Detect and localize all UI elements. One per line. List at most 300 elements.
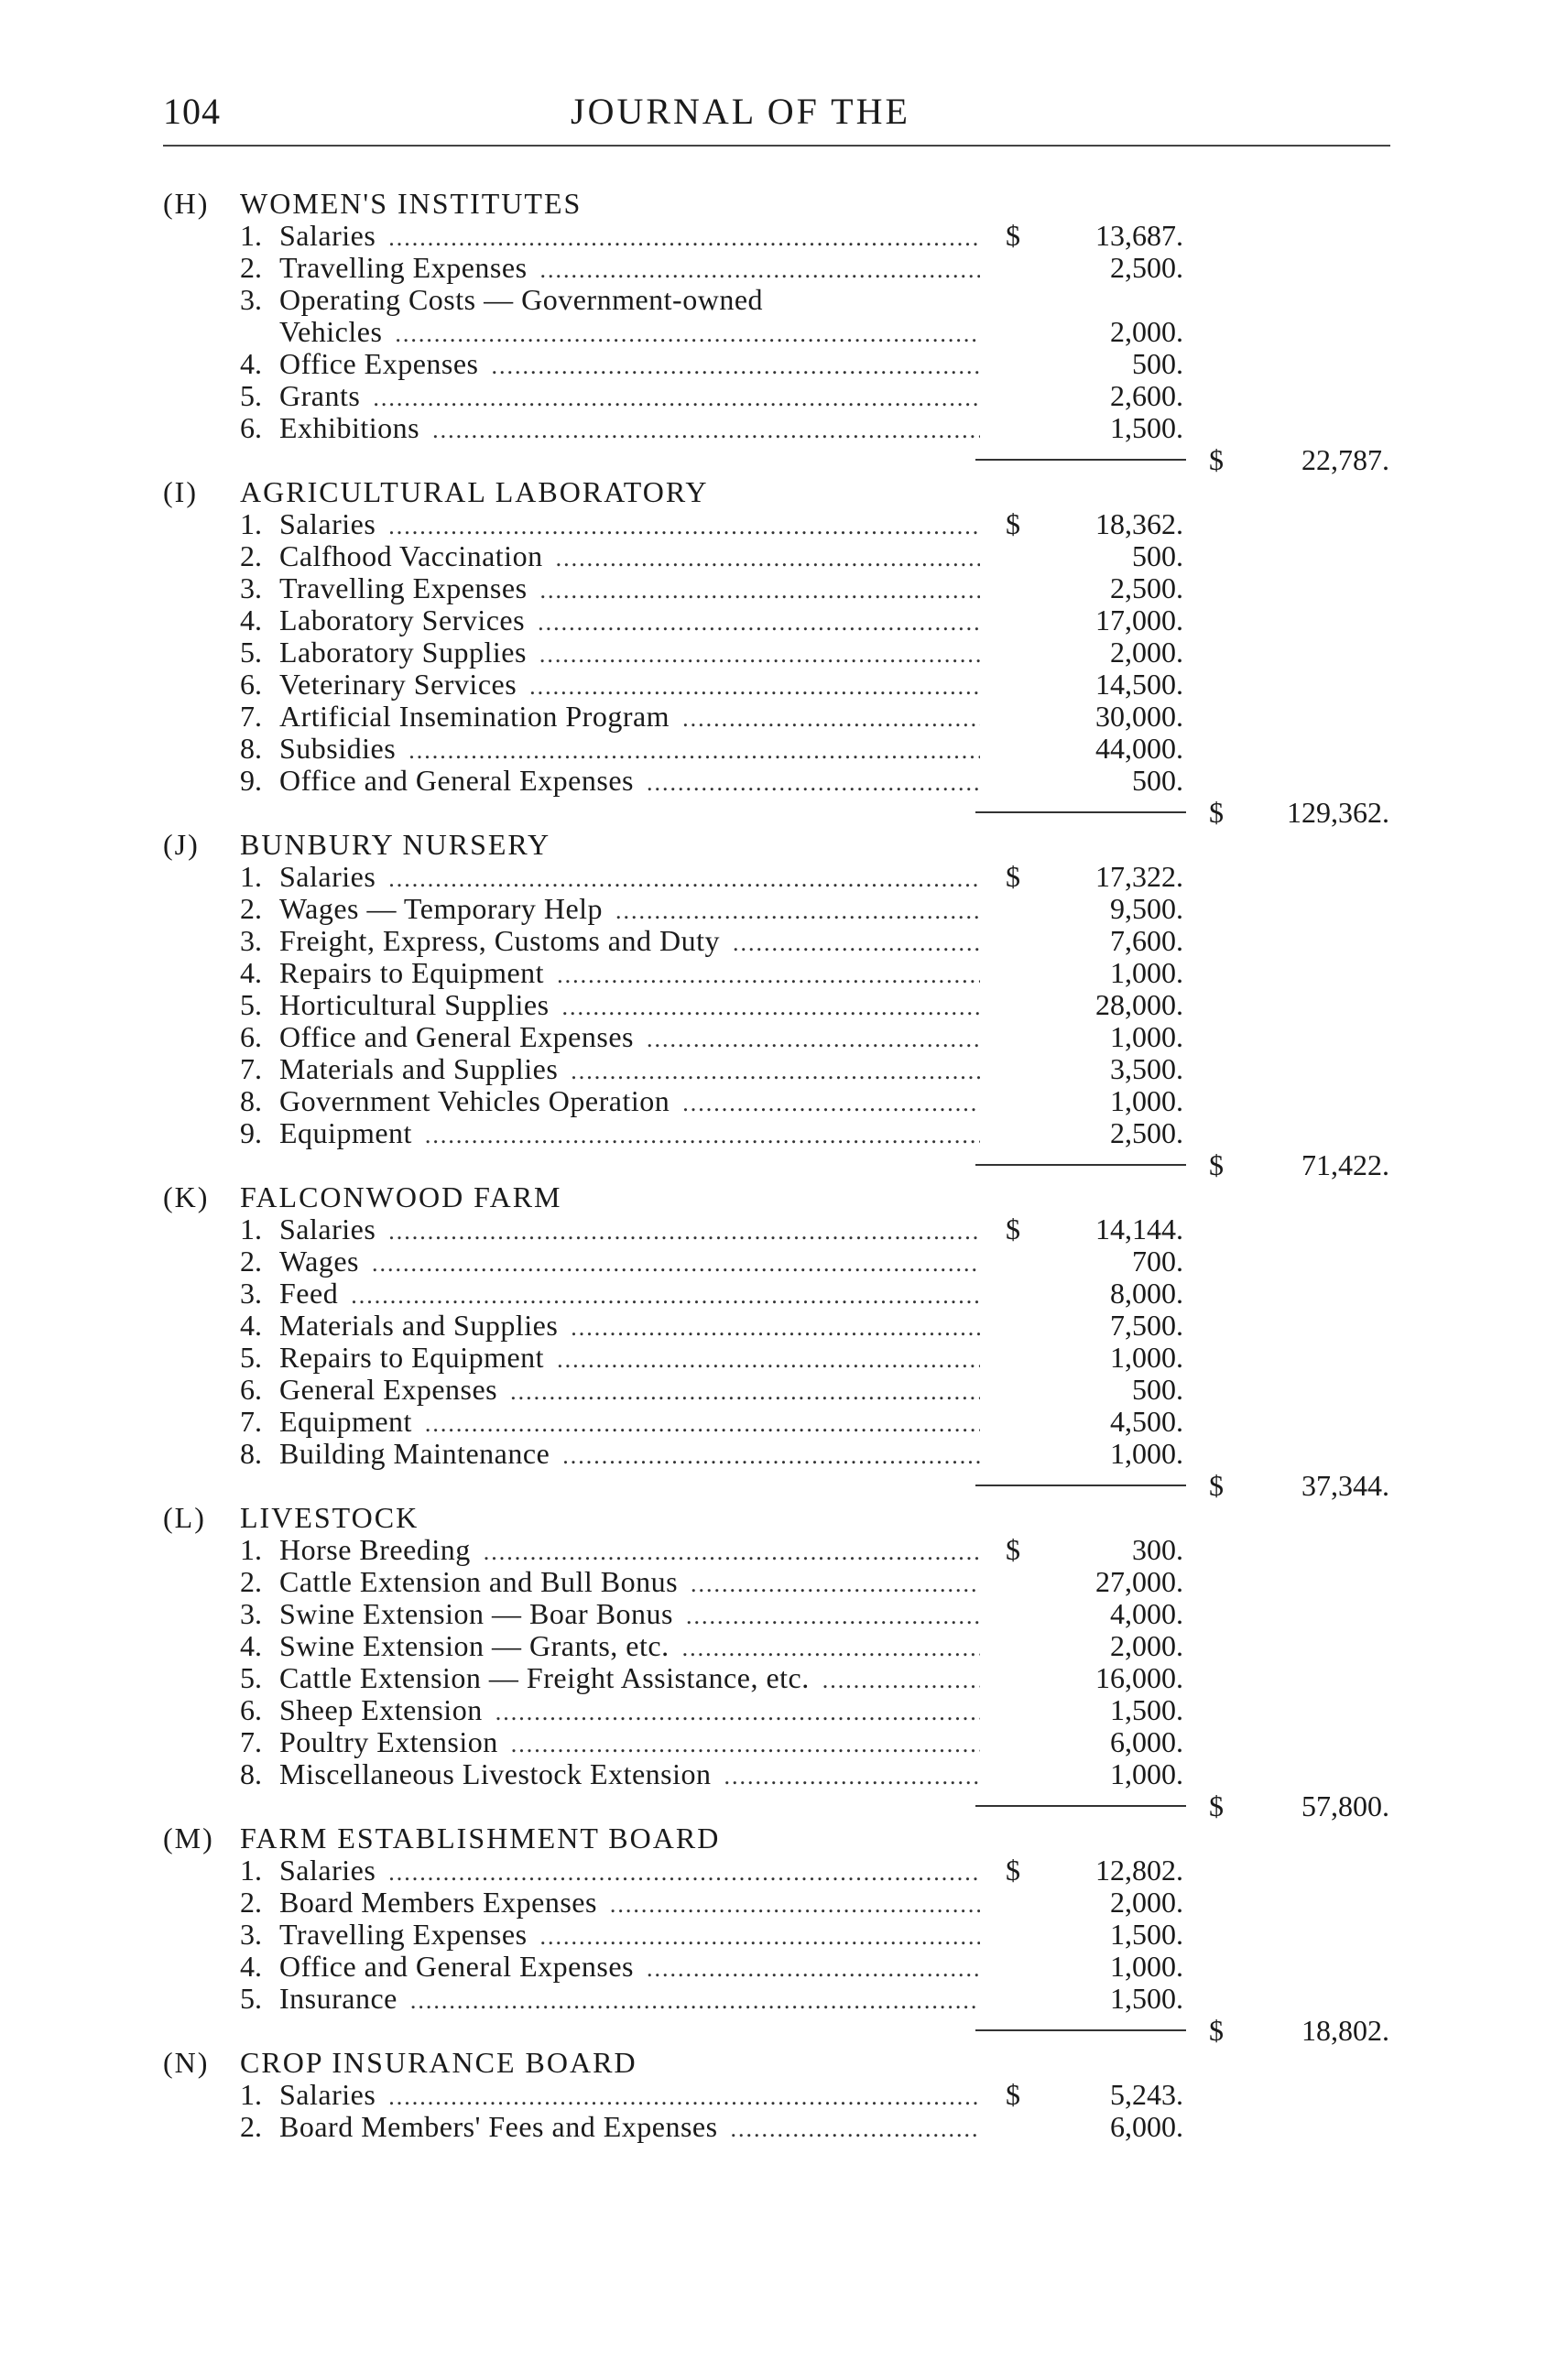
item-amount: 300. <box>1132 1533 1183 1566</box>
item-number: 2. <box>240 251 262 284</box>
item-label-wrap <box>279 1438 980 1472</box>
dollar-sign: $ <box>1006 1213 1020 1245</box>
line-item <box>0 348 1568 380</box>
dot-leader <box>484 1536 980 1568</box>
line-item <box>0 1245 1568 1278</box>
dot-leader <box>540 1920 980 1952</box>
item-amount: 2,000. <box>1110 1629 1183 1662</box>
section-letter: (N) <box>163 2046 210 2079</box>
item-number: 2. <box>240 2110 262 2143</box>
total-dollar-sign: $ <box>1209 1789 1224 1822</box>
item-label: Wages <box>279 1245 359 1278</box>
page-number: 104 <box>163 91 221 132</box>
item-number: 3. <box>240 1918 262 1951</box>
item-number: 6. <box>240 411 262 444</box>
line-item <box>0 380 1568 412</box>
dot-leader <box>388 1856 980 1888</box>
item-number: 8. <box>240 1084 262 1117</box>
dot-leader <box>538 606 980 638</box>
item-label-wrap <box>279 1374 980 1408</box>
line-item <box>0 925 1568 957</box>
item-amount: 1,000. <box>1110 1084 1183 1117</box>
line-item <box>0 669 1568 701</box>
item-amount: 14,144. <box>1095 1213 1183 1245</box>
dot-leader <box>529 670 980 702</box>
line-item <box>0 1758 1568 1790</box>
line-item <box>0 1726 1568 1758</box>
item-number: 5. <box>240 1341 262 1374</box>
section-heading <box>0 1822 1568 1854</box>
dot-leader <box>511 1728 980 1760</box>
item-label-wrap <box>279 1213 980 1247</box>
item-label-wrap <box>279 893 980 927</box>
item-number: 3. <box>240 924 262 957</box>
line-item <box>0 1854 1568 1887</box>
item-amount: 2,500. <box>1110 251 1183 284</box>
item-label: Materials and Supplies <box>279 1053 559 1085</box>
line-item <box>0 1406 1568 1438</box>
item-number: 1. <box>240 1213 262 1245</box>
item-number: 2. <box>240 539 262 572</box>
item-label: Veterinary Services <box>279 669 517 701</box>
item-amount: 2,500. <box>1110 571 1183 604</box>
section-total: 18,802. <box>1301 2014 1389 2047</box>
dot-leader <box>388 2081 980 2113</box>
item-number: 9. <box>240 1116 262 1149</box>
item-label: Board Members' Fees and Expenses <box>279 2111 718 2143</box>
item-label-wrap <box>279 348 980 382</box>
section-heading <box>0 188 1568 220</box>
total-rule <box>975 1164 1186 1166</box>
item-label-wrap <box>279 1854 980 1888</box>
item-label: Salaries <box>279 2079 376 2111</box>
item-amount: 17,000. <box>1095 604 1183 636</box>
dot-leader <box>647 1952 980 1985</box>
item-label-wrap <box>279 1245 980 1279</box>
dollar-sign: $ <box>1006 1854 1020 1887</box>
item-label: Feed <box>279 1278 339 1310</box>
section-heading <box>0 2047 1568 2079</box>
item-number: 3. <box>240 1597 262 1630</box>
total-rule <box>975 1485 1186 1486</box>
section-letter: (L) <box>163 1501 206 1534</box>
section-total-row <box>0 1790 1568 1822</box>
dot-leader <box>425 1119 980 1151</box>
item-label-wrap <box>279 2079 980 2113</box>
item-label: Equipment <box>279 1406 412 1438</box>
dot-leader <box>562 1440 980 1472</box>
line-item <box>0 1534 1568 1566</box>
item-number: 2. <box>240 1886 262 1919</box>
item-label: Cattle Extension — Freight Assistance, etc. <box>279 1662 810 1694</box>
budget-section <box>0 829 1568 1181</box>
line-item <box>0 957 1568 989</box>
item-label-wrap <box>279 284 980 316</box>
item-label-wrap <box>279 540 980 574</box>
item-label: Poultry Extension <box>279 1726 498 1758</box>
item-amount: 1,000. <box>1110 1950 1183 1983</box>
item-label: Sheep Extension <box>279 1694 483 1726</box>
item-label: Freight, Express, Customs and Duty <box>279 925 720 957</box>
item-label-wrap <box>279 412 980 446</box>
section-total: 37,344. <box>1301 1469 1389 1502</box>
item-number: 1. <box>240 507 262 540</box>
item-label-wrap <box>279 1598 980 1632</box>
item-amount: 1,000. <box>1110 1437 1183 1470</box>
item-label: Travelling Expenses <box>279 252 528 284</box>
line-item <box>0 1598 1568 1630</box>
item-label: Office and General Expenses <box>279 1021 634 1053</box>
item-number: 7. <box>240 1725 262 1758</box>
item-number: 5. <box>240 1982 262 2015</box>
dot-leader <box>373 382 980 414</box>
item-amount: 9,500. <box>1110 892 1183 925</box>
item-label: Travelling Expenses <box>279 1919 528 1951</box>
item-label-wrap <box>279 1117 980 1151</box>
item-label: Laboratory Supplies <box>279 636 527 669</box>
line-item <box>0 1919 1568 1951</box>
dot-leader <box>388 222 980 254</box>
item-amount: 2,500. <box>1110 1116 1183 1149</box>
item-amount: 17,322. <box>1095 860 1183 893</box>
item-amount: 3,500. <box>1110 1052 1183 1085</box>
item-amount: 8,000. <box>1110 1277 1183 1310</box>
item-amount: 2,600. <box>1110 379 1183 412</box>
item-number: 6. <box>240 1020 262 1053</box>
section-total-row <box>0 444 1568 476</box>
item-label: Horse Breeding <box>279 1534 471 1566</box>
item-number: 8. <box>240 1757 262 1790</box>
line-item <box>0 989 1568 1021</box>
item-label-wrap <box>279 1919 980 1952</box>
item-label: Operating Costs — Government-owned <box>279 284 764 316</box>
section-title: FARM ESTABLISHMENT BOARD <box>240 1822 721 1854</box>
item-label-wrap <box>279 636 980 670</box>
item-label: Repairs to Equipment <box>279 1342 545 1374</box>
total-rule <box>975 811 1186 813</box>
dot-leader <box>425 1408 980 1440</box>
section-total-row <box>0 1470 1568 1502</box>
item-amount: 7,500. <box>1110 1309 1183 1342</box>
item-label-wrap <box>279 380 980 414</box>
item-label-wrap <box>279 604 980 638</box>
section-heading <box>0 1502 1568 1534</box>
dollar-sign: $ <box>1006 507 1020 540</box>
line-item <box>0 1438 1568 1470</box>
budget-section <box>0 1181 1568 1502</box>
line-item <box>0 1085 1568 1117</box>
dot-leader <box>562 991 980 1023</box>
dot-leader <box>372 1247 980 1279</box>
line-item <box>0 412 1568 444</box>
dot-leader <box>388 1215 980 1247</box>
item-amount: 1,500. <box>1110 1982 1183 2015</box>
section-total: 71,422. <box>1301 1148 1389 1181</box>
item-label-wrap <box>279 252 980 286</box>
item-amount: 6,000. <box>1110 2110 1183 2143</box>
item-amount: 1,000. <box>1110 1020 1183 1053</box>
item-label-wrap <box>279 2111 980 2145</box>
item-label: Salaries <box>279 1213 376 1245</box>
item-label: Office and General Expenses <box>279 765 634 797</box>
item-amount: 44,000. <box>1095 732 1183 765</box>
item-label-wrap <box>279 1694 980 1728</box>
section-total-row <box>0 2015 1568 2047</box>
dollar-sign: $ <box>1006 1533 1020 1566</box>
item-label-wrap <box>279 1310 980 1343</box>
item-label-wrap <box>279 1342 980 1376</box>
budget-section <box>0 2047 1568 2143</box>
item-label-wrap <box>279 1983 980 2017</box>
line-item <box>0 1117 1568 1149</box>
item-label: Artificial Insemination Program <box>279 701 670 733</box>
item-amount: 12,802. <box>1095 1854 1183 1887</box>
budget-section <box>0 1822 1568 2047</box>
item-number: 1. <box>240 2078 262 2111</box>
item-label-wrap <box>279 572 980 606</box>
dot-leader <box>682 1632 980 1664</box>
line-item <box>0 1887 1568 1919</box>
dot-leader <box>492 350 981 382</box>
item-label: Repairs to Equipment <box>279 957 545 989</box>
item-label-wrap <box>279 1085 980 1119</box>
dot-leader <box>556 542 980 574</box>
dot-leader <box>647 767 980 799</box>
item-label-wrap <box>279 989 980 1023</box>
item-label: Salaries <box>279 861 376 893</box>
item-amount: 6,000. <box>1110 1725 1183 1758</box>
section-title: WOMEN'S INSTITUTES <box>240 187 583 220</box>
section-heading <box>0 476 1568 508</box>
item-label: Cattle Extension and Bull Bonus <box>279 1566 679 1598</box>
item-label-wrap <box>279 1951 980 1985</box>
section-letter: (M) <box>163 1822 214 1854</box>
line-item <box>0 284 1568 348</box>
item-number: 2. <box>240 1245 262 1278</box>
item-label: Insurance <box>279 1983 397 2015</box>
item-amount: 500. <box>1132 1373 1183 1406</box>
item-amount: 7,600. <box>1110 924 1183 957</box>
dot-leader <box>733 927 980 959</box>
item-number: 3. <box>240 283 262 316</box>
line-item <box>0 2079 1568 2111</box>
item-number: 1. <box>240 860 262 893</box>
total-dollar-sign: $ <box>1209 1148 1224 1181</box>
line-item <box>0 1951 1568 1983</box>
dot-leader <box>540 254 980 286</box>
dot-leader <box>395 318 980 350</box>
item-label: Horticultural Supplies <box>279 989 550 1021</box>
item-amount: 13,687. <box>1095 219 1183 252</box>
line-item <box>0 765 1568 797</box>
item-amount: 2,000. <box>1110 636 1183 669</box>
item-amount: 2,000. <box>1110 1886 1183 1919</box>
section-total: 129,362. <box>1287 796 1389 829</box>
item-label-wrap <box>279 508 980 542</box>
item-number: 2. <box>240 892 262 925</box>
item-label-wrap <box>279 1726 980 1760</box>
item-number: 1. <box>240 1533 262 1566</box>
item-label-wrap <box>279 1053 980 1087</box>
line-item <box>0 604 1568 636</box>
total-rule <box>975 1805 1186 1807</box>
item-label: Calfhood Vaccination <box>279 540 543 572</box>
item-amount: 2,000. <box>1110 315 1183 348</box>
item-amount: 1,000. <box>1110 1341 1183 1374</box>
dot-leader <box>571 1311 980 1343</box>
item-label-wrap <box>279 733 980 767</box>
section-letter: (K) <box>163 1180 210 1213</box>
item-amount: 18,362. <box>1095 507 1183 540</box>
line-item <box>0 220 1568 252</box>
item-number: 6. <box>240 668 262 701</box>
dot-leader <box>432 414 980 446</box>
section-total: 57,800. <box>1301 1789 1389 1822</box>
item-label-wrap <box>279 925 980 959</box>
item-label-wrap <box>279 1630 980 1664</box>
item-number: 4. <box>240 1309 262 1342</box>
dot-leader <box>540 574 980 606</box>
item-number: 5. <box>240 636 262 669</box>
dot-leader <box>822 1664 980 1696</box>
total-rule <box>975 2029 1186 2031</box>
item-amount: 16,000. <box>1095 1661 1183 1694</box>
section-heading <box>0 1181 1568 1213</box>
dot-leader <box>615 895 980 927</box>
total-dollar-sign: $ <box>1209 2014 1224 2047</box>
item-label: Exhibitions <box>279 412 420 444</box>
item-label: Swine Extension — Grants, etc. <box>279 1630 670 1662</box>
dollar-sign: $ <box>1006 860 1020 893</box>
budget-section <box>0 188 1568 476</box>
item-label-wrap <box>279 765 980 799</box>
line-item <box>0 1342 1568 1374</box>
line-item <box>0 2111 1568 2143</box>
line-item <box>0 1983 1568 2015</box>
item-label: Grants <box>279 380 361 412</box>
item-amount: 5,243. <box>1110 2078 1183 2111</box>
item-label: Wages — Temporary Help <box>279 893 604 925</box>
line-item <box>0 1566 1568 1598</box>
dot-leader <box>610 1888 980 1920</box>
item-amount: 28,000. <box>1095 988 1183 1021</box>
item-amount: 4,000. <box>1110 1597 1183 1630</box>
dollar-sign: $ <box>1006 2078 1020 2111</box>
dot-leader <box>724 1760 980 1792</box>
item-label: Miscellaneous Livestock Extension <box>279 1758 712 1790</box>
item-number: 6. <box>240 1373 262 1406</box>
line-item <box>0 861 1568 893</box>
item-label-wrap <box>279 220 980 254</box>
budget-section <box>0 476 1568 829</box>
line-item <box>0 1053 1568 1085</box>
line-item <box>0 252 1568 284</box>
item-amount: 1,000. <box>1110 956 1183 989</box>
line-item <box>0 636 1568 669</box>
section-total: 22,787. <box>1301 443 1389 476</box>
item-label-wrap <box>279 1662 980 1696</box>
line-item <box>0 1374 1568 1406</box>
item-amount: 1,000. <box>1110 1757 1183 1790</box>
item-label-wrap <box>279 701 980 734</box>
line-item <box>0 508 1568 540</box>
item-amount: 500. <box>1132 539 1183 572</box>
section-title: FALCONWOOD FARM <box>240 1180 562 1213</box>
budget-section <box>0 1502 1568 1822</box>
item-label: Swine Extension — Boar Bonus <box>279 1598 673 1630</box>
line-item <box>0 572 1568 604</box>
item-number: 8. <box>240 1437 262 1470</box>
item-label: Travelling Expenses <box>279 572 528 604</box>
item-number: 1. <box>240 219 262 252</box>
section-title: CROP INSURANCE BOARD <box>240 2046 637 2079</box>
item-label: General Expenses <box>279 1374 498 1406</box>
item-label: Salaries <box>279 220 376 252</box>
item-amount: 1,500. <box>1110 411 1183 444</box>
line-item <box>0 1213 1568 1245</box>
item-number: 5. <box>240 379 262 412</box>
item-amount: 30,000. <box>1095 700 1183 733</box>
dot-leader <box>557 959 980 991</box>
dot-leader <box>647 1023 980 1055</box>
page-header <box>163 90 1390 147</box>
item-amount: 1,500. <box>1110 1693 1183 1726</box>
item-number: 3. <box>240 1277 262 1310</box>
running-title: JOURNAL OF THE <box>571 91 910 132</box>
item-label-wrap <box>279 1534 980 1568</box>
line-item <box>0 701 1568 733</box>
item-amount: 500. <box>1132 764 1183 797</box>
item-number: 4. <box>240 604 262 636</box>
item-amount: 4,500. <box>1110 1405 1183 1438</box>
section-letter: (H) <box>163 187 210 220</box>
item-label-wrap <box>279 1566 980 1600</box>
item-number: 5. <box>240 1661 262 1694</box>
item-label-wrap <box>279 1887 980 1920</box>
item-amount: 27,000. <box>1095 1565 1183 1598</box>
item-amount: 14,500. <box>1095 668 1183 701</box>
item-amount: 700. <box>1132 1245 1183 1278</box>
item-label-wrap <box>279 1758 980 1792</box>
item-label-wrap <box>279 1278 980 1311</box>
dot-leader <box>571 1055 980 1087</box>
item-label: Salaries <box>279 508 376 540</box>
item-number: 1. <box>240 1854 262 1887</box>
item-label: Laboratory Services <box>279 604 526 636</box>
item-label: Equipment <box>279 1117 412 1149</box>
item-number: 9. <box>240 764 262 797</box>
line-item <box>0 893 1568 925</box>
section-total-row <box>0 1149 1568 1181</box>
dot-leader <box>682 1087 980 1119</box>
item-label-wrap <box>279 1021 980 1055</box>
item-number: 2. <box>240 1565 262 1598</box>
section-heading <box>0 829 1568 861</box>
item-label-wrap <box>279 1406 980 1440</box>
item-label: Salaries <box>279 1854 376 1887</box>
dot-leader <box>682 702 980 734</box>
item-number: 7. <box>240 700 262 733</box>
item-label-continued: Vehicles <box>279 316 383 348</box>
dollar-sign: $ <box>1006 219 1020 252</box>
item-number: 4. <box>240 1629 262 1662</box>
item-label: Government Vehicles Operation <box>279 1085 670 1117</box>
line-item <box>0 1630 1568 1662</box>
item-number: 4. <box>240 956 262 989</box>
dot-leader <box>691 1568 980 1600</box>
line-item <box>0 1278 1568 1310</box>
item-label-wrap <box>279 316 980 350</box>
